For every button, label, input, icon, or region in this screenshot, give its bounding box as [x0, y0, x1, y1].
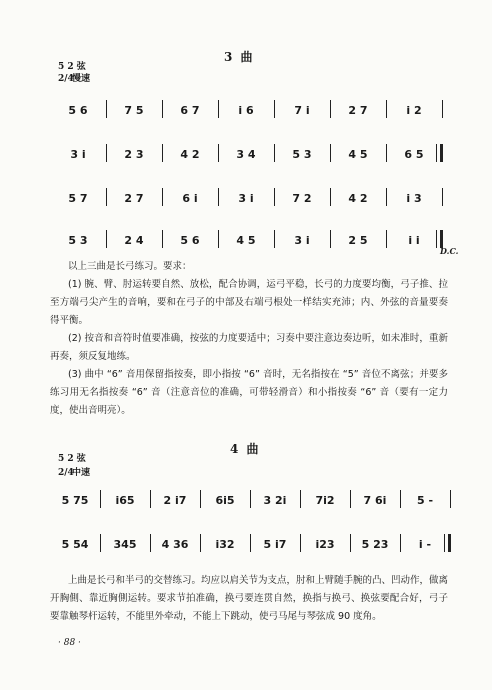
measure-notes: 6 5: [404, 148, 424, 161]
notation-row: [50, 226, 450, 256]
barline: [330, 144, 331, 162]
barline: [350, 534, 351, 552]
piece4-time-signature: 2/4: [58, 468, 74, 478]
double-barline: [436, 230, 437, 248]
requirement-2: (2) 按音和音符时值要准确，按弦的力度要适中；习奏中要注意边奏边听，如未准时，重新再奏，须反复地练。: [50, 333, 448, 362]
piece4-tuning: 5 2 弦: [58, 454, 86, 464]
barline: [300, 490, 301, 508]
piece3-time-signature: 2/4: [58, 74, 74, 84]
measure-notes: 7 2: [292, 192, 312, 205]
barline: [106, 100, 107, 118]
measure-notes: i 2: [406, 104, 422, 117]
measure-notes: 5 6: [180, 234, 200, 247]
piece4-description: 上曲是长弓和半弓的交替练习。均应以肩关节为支点，肘和上臂随手腕的凸、凹动作，做离开胸側、靠近胸側运转。要求节拍准确，换弓要连贯自然，换指与换弓、换弦要配合好，弓子要靠触琴杆运转，不能里外牵动，不能上下跳动，使弓马尾与琴弦成 90 度角。: [50, 575, 449, 622]
measure-notes: 6 7: [180, 104, 200, 117]
measure-notes: i i: [408, 234, 420, 247]
notation-row: [50, 530, 450, 560]
piece3-tuning: 5 2 弦: [58, 62, 86, 72]
measure-notes: 2 7: [124, 192, 144, 205]
barline: [442, 100, 443, 118]
measure-notes: 7 6i: [363, 494, 387, 507]
measure-notes: 5 i7: [263, 538, 287, 551]
double-barline: [436, 144, 437, 162]
measure-notes: 6 i: [182, 192, 198, 205]
measure-notes: 4 5: [236, 234, 256, 247]
practice-requirements-text: [50, 258, 448, 420]
notation-row: [50, 486, 450, 516]
piece4-description-text: [50, 572, 448, 626]
measure-notes: i 3: [406, 192, 422, 205]
barline: [386, 230, 387, 248]
measure-notes: 5 23: [361, 538, 389, 551]
notation-row: [50, 96, 450, 126]
measure-notes: 3 2i: [263, 494, 287, 507]
measure-notes: 5 7: [68, 192, 88, 205]
requirements-intro: 以上三曲是长弓练习。要求：: [68, 261, 192, 272]
barline: [200, 490, 201, 508]
barline: [350, 490, 351, 508]
barline: [250, 490, 251, 508]
measure-notes: 4 2: [348, 192, 368, 205]
measure-notes: 7i2: [315, 494, 335, 507]
measure-notes: 3 4: [236, 148, 256, 161]
measure-notes: i65: [115, 494, 135, 507]
measure-notes: 6i5: [215, 494, 235, 507]
measure-notes: 5 54: [61, 538, 89, 551]
barline: [330, 100, 331, 118]
page-number: · 88 ·: [58, 638, 81, 648]
barline: [218, 188, 219, 206]
measure-notes: 345: [113, 538, 137, 551]
barline: [386, 144, 387, 162]
measure-notes: 5 3: [68, 234, 88, 247]
piece4-title: 4 曲: [230, 442, 261, 456]
barline: [100, 534, 101, 552]
notation-row: [50, 184, 450, 214]
measure-notes: 4 5: [348, 148, 368, 161]
measure-notes: 2 i7: [163, 494, 187, 507]
barline: [106, 230, 107, 248]
measure-notes: 2 3: [124, 148, 144, 161]
measure-notes: 3 i: [294, 234, 310, 247]
measure-notes: i23: [315, 538, 335, 551]
measure-notes: 4 2: [180, 148, 200, 161]
piece3-title: 3 曲: [224, 50, 255, 64]
measure-notes: 3 i: [238, 192, 254, 205]
measure-notes: i 6: [238, 104, 254, 117]
measure-notes: 5 -: [416, 494, 434, 507]
measure-notes: i32: [215, 538, 235, 551]
barline: [450, 490, 451, 508]
barline: [274, 144, 275, 162]
measure-notes: 3 i: [70, 148, 86, 161]
barline: [330, 230, 331, 248]
barline: [400, 490, 401, 508]
barline: [106, 188, 107, 206]
barline: [162, 230, 163, 248]
measure-notes: 5 75: [61, 494, 89, 507]
barline: [218, 100, 219, 118]
measure-notes: 4 36: [161, 538, 189, 551]
barline: [386, 188, 387, 206]
requirement-3: (3) 曲中 “6” 音用保留指按奏，即小指按 “6” 音时，无名指按在 “5” 音位不离弦；并要多练习用无名指按奏 “6” 音（注意音位的准确，可带轻滑音）和小指按奏 “6” 音（要有一定力度，使出音明亮）。: [50, 369, 448, 416]
measure-notes: 7 i: [294, 104, 310, 117]
barline: [274, 230, 275, 248]
barline: [218, 230, 219, 248]
barline: [162, 100, 163, 118]
barline: [330, 188, 331, 206]
barline: [400, 534, 401, 552]
measure-notes: 2 5: [348, 234, 368, 247]
barline: [300, 534, 301, 552]
notation-row: [50, 140, 450, 170]
measure-notes: 2 4: [124, 234, 144, 247]
final-barline: [440, 144, 443, 162]
barline: [162, 144, 163, 162]
barline: [274, 188, 275, 206]
barline: [218, 144, 219, 162]
piece4-tempo: 中速: [72, 468, 91, 478]
requirement-1: (1) 腕、臂、肘运转要自然、放松，配合协调，运弓平稳，长弓的力度要均衡，弓子推、拉至方端弓尖产生的音响，要和在弓子的中部及右端弓根处一样结实充沛；内、外弦的音量要奏得平衡。: [50, 279, 448, 326]
piece3-tempo: 慢速: [72, 74, 91, 84]
barline: [100, 490, 101, 508]
measure-notes: 2 7: [348, 104, 368, 117]
measure-notes: i -: [418, 538, 432, 551]
barline: [274, 100, 275, 118]
measure-notes: 5 6: [68, 104, 88, 117]
double-barline: [444, 534, 445, 552]
barline: [386, 100, 387, 118]
barline: [442, 188, 443, 206]
barline: [162, 188, 163, 206]
barline: [150, 490, 151, 508]
final-barline: [448, 534, 451, 552]
measure-notes: 5 3: [292, 148, 312, 161]
barline: [106, 144, 107, 162]
measure-notes: 7 5: [124, 104, 144, 117]
dc-mark: D.C.: [440, 246, 459, 256]
barline: [200, 534, 201, 552]
barline: [150, 534, 151, 552]
barline: [250, 534, 251, 552]
